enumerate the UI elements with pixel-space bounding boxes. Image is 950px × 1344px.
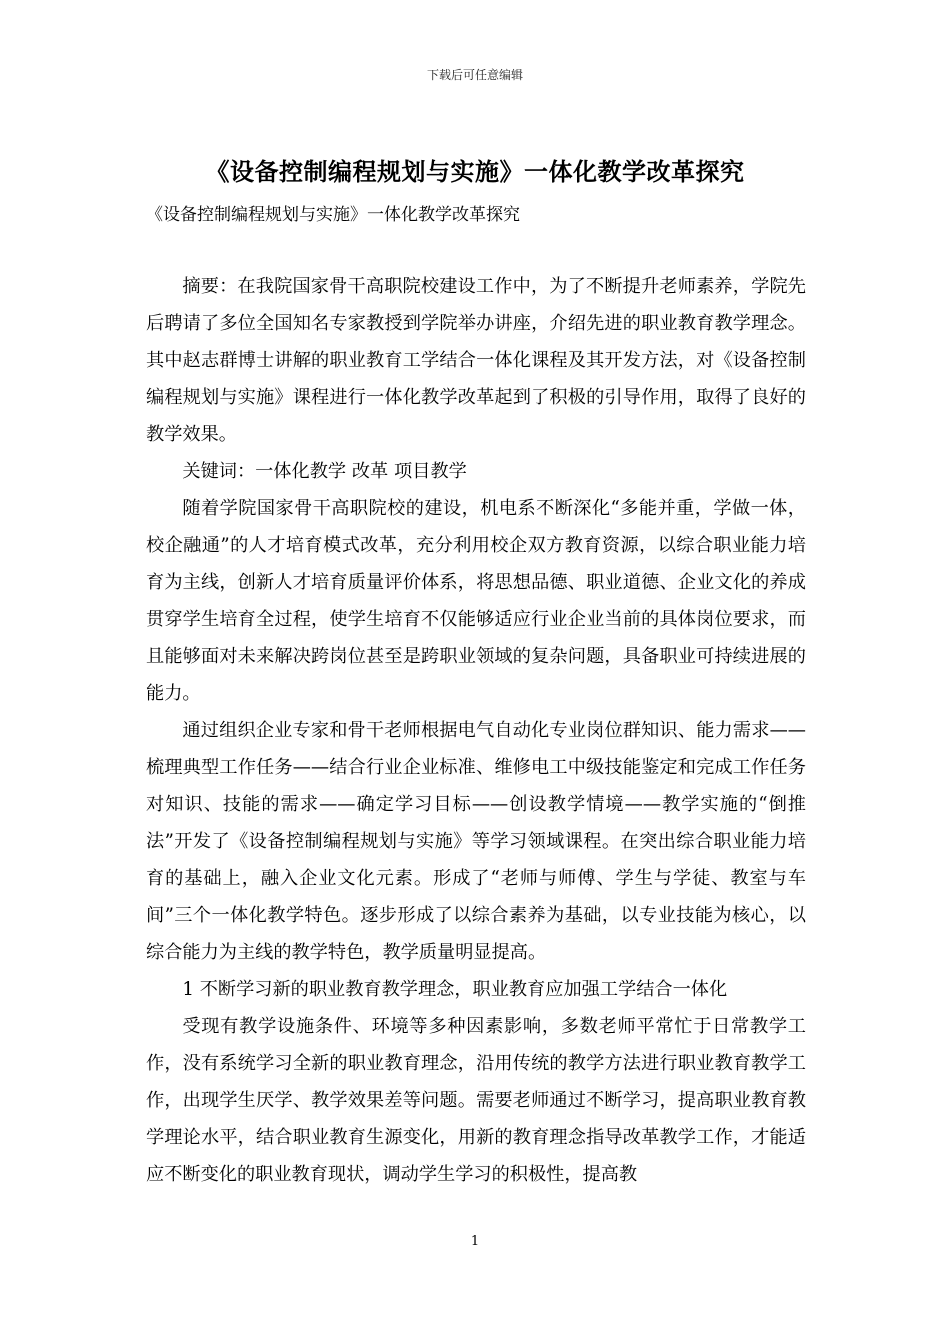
paragraph-method: 通过组织企业专家和骨干老师根据电气自动化专业岗位群知识、能力需求——梳理典型工作任务——结合行业企业标准、维修电工中级技能鉴定和完成工作任务对知识、技能的需求——确定学习目标——创设教学情境——教学实施的“倒推法”开发了《设备控制编程规划与实施》等学习领域课程。在突出综合职业能力培育的基础上，融入企业文化元素。形成了“老师与师傅、学生与学徒、教室与车间”三个一体化教学特色。逐步形成了以综合素养为基础，以专业技能为核心，以综合能力为主线的教学特色，教学质量明显提高。 [146,720,806,963]
paragraph-section-1: 受现有教学设施条件、环境等多种因素影响，多数老师平常忙于日常教学工作，没有系统学习全新的职业教育理念，沿用传统的教学方法进行职业教育教学工作，出现学生厌学、教学效果差等问题。需要老师通过不断学习，提高职业教育教学理论水平，结合职业教育生源变化，用新的教育理念指导改革教学工作，才能适应不断变化的职业教育现状，调动学生学习的积极性，提高教 [146,1016,806,1185]
section-heading-1: 1 不断学习新的职业教育教学理念，职业教育应加强工学结合一体化 [182,979,728,1000]
page-number: 1 [470,1234,480,1249]
document-subtitle: 《设备控制编程规划与实施》一体化教学改革探究 [146,205,520,225]
page-header-note: 下载后可任意编辑 [426,68,523,82]
document-body [146,268,806,1193]
document-title: 《设备控制编程规划与实施》一体化教学改革探究 [205,157,745,186]
paragraph-keywords: 关键词：一体化教学 改革 项目教学 [182,461,467,482]
paragraph-abstract: 摘要：在我院国家骨干高职院校建设工作中，为了不断提升老师素养，学院先后聘请了多位全国知名专家教授到学院举办讲座，介绍先进的职业教育教学理念。其中赵志群博士讲解的职业教育工学结合一体化课程及其开发方法，对《设备控制编程规划与实施》课程进行一体化教学改革起到了积极的引导作用，取得了良好的教学效果。 [146,276,806,445]
paragraph-intro: 随着学院国家骨干高职院校的建设，机电系不断深化“多能并重，学做一体，校企融通”的人才培育模式改革，充分利用校企双方教育资源，以综合职业能力培育为主线，创新人才培育质量评价体系，将思想品德、职业道德、企业文化的养成贯穿学生培育全过程，使学生培育不仅能够适应行业企业当前的具体岗位要求，而且能够面对未来解决跨岗位甚至是跨职业领域的复杂问题，具备职业可持续进展的能力。 [146,498,806,704]
